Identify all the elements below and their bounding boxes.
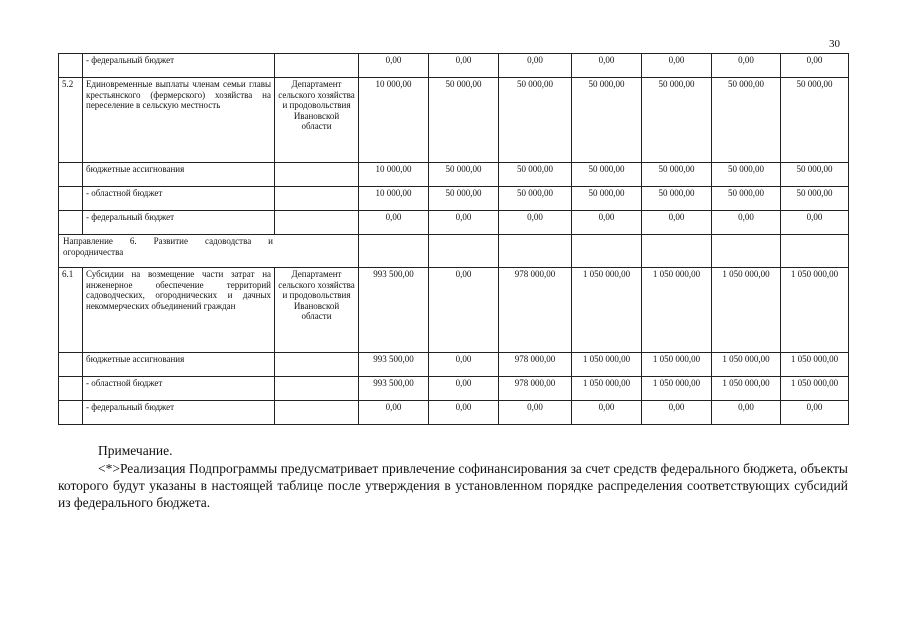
value-cell: 1 050 000,00	[781, 377, 849, 401]
row-label: - федеральный бюджет	[83, 54, 275, 78]
value-cell: 0,00	[572, 54, 642, 78]
value-cell: 1 050 000,00	[712, 377, 781, 401]
value-cell: 1 050 000,00	[781, 353, 849, 377]
executor-cell: Департамент сельского хозяйства и продовольствия Ивановской области	[275, 78, 359, 163]
value-cell: 0,00	[429, 268, 499, 353]
value-cell: 0,00	[781, 401, 849, 425]
note-title: Примечание.	[98, 443, 173, 458]
value-cell: 50 000,00	[572, 187, 642, 211]
row-label: бюджетные ассигнования	[83, 163, 275, 187]
value-cell: 0,00	[781, 54, 849, 78]
table-row	[59, 401, 849, 425]
value-cell	[781, 235, 849, 268]
value-cell: 993 500,00	[359, 353, 429, 377]
index-cell	[59, 163, 83, 187]
value-cell: 0,00	[781, 211, 849, 235]
executor-cell	[275, 163, 359, 187]
value-cell: 50 000,00	[499, 163, 572, 187]
value-cell: 1 050 000,00	[712, 353, 781, 377]
executor-cell: Департамент сельского хозяйства и продовольствия Ивановской области	[275, 268, 359, 353]
value-cell: 50 000,00	[781, 163, 849, 187]
executor-cell	[275, 353, 359, 377]
table-row	[59, 377, 849, 401]
value-cell: 1 050 000,00	[642, 268, 712, 353]
value-cell: 50 000,00	[429, 78, 499, 163]
value-cell: 50 000,00	[781, 78, 849, 163]
value-cell: 0,00	[359, 211, 429, 235]
value-cell: 0,00	[642, 211, 712, 235]
value-cell: 1 050 000,00	[572, 268, 642, 353]
value-cell: 0,00	[359, 401, 429, 425]
value-cell: 0,00	[642, 401, 712, 425]
value-cell: 50 000,00	[712, 187, 781, 211]
value-cell: 1 050 000,00	[572, 377, 642, 401]
value-cell: 0,00	[499, 54, 572, 78]
executor-cell	[275, 401, 359, 425]
index-cell	[59, 187, 83, 211]
table-row	[59, 54, 849, 78]
executor-cell	[275, 211, 359, 235]
value-cell	[712, 235, 781, 268]
value-cell: 50 000,00	[642, 187, 712, 211]
value-cell: 10 000,00	[359, 163, 429, 187]
value-cell	[642, 235, 712, 268]
value-cell: 0,00	[499, 211, 572, 235]
table-row	[59, 78, 849, 163]
value-cell: 1 050 000,00	[712, 268, 781, 353]
budget-table	[58, 53, 849, 425]
value-cell: 50 000,00	[499, 78, 572, 163]
value-cell: 0,00	[429, 353, 499, 377]
index-cell	[59, 401, 83, 425]
row-label: - федеральный бюджет	[83, 211, 275, 235]
value-cell: 10 000,00	[359, 187, 429, 211]
index-cell	[59, 54, 83, 78]
value-cell: 0,00	[572, 211, 642, 235]
index-cell	[59, 377, 83, 401]
item-name: Субсидии на возмещение части затрат на инженерное обеспечение территорий садоводческих, огороднических и дачных некоммерческих объединений граждан	[83, 268, 275, 353]
value-cell: 0,00	[712, 211, 781, 235]
value-cell: 0,00	[499, 401, 572, 425]
item-name: Единовременные выплаты членам семьи главы крестьянского (фермерского) хозяйства на переселение в сельскую местность	[83, 78, 275, 163]
value-cell: 993 500,00	[359, 268, 429, 353]
value-cell: 50 000,00	[572, 163, 642, 187]
table-row	[59, 211, 849, 235]
table-row	[59, 268, 849, 353]
index-cell: 6.1	[59, 268, 83, 353]
value-cell: 50 000,00	[642, 78, 712, 163]
value-cell: 1 050 000,00	[642, 353, 712, 377]
value-cell: 50 000,00	[642, 163, 712, 187]
direction-heading-text: Направление 6. Развитие садоводства и огородничества	[63, 236, 273, 257]
row-label: - областной бюджет	[83, 377, 275, 401]
value-cell: 0,00	[712, 54, 781, 78]
value-cell: 1 050 000,00	[642, 377, 712, 401]
table-row	[59, 163, 849, 187]
direction-heading	[59, 235, 359, 268]
executor-cell	[275, 377, 359, 401]
value-cell: 50 000,00	[712, 163, 781, 187]
value-cell: 1 050 000,00	[572, 353, 642, 377]
index-cell	[59, 353, 83, 377]
note-section	[58, 442, 848, 511]
value-cell: 978 000,00	[499, 377, 572, 401]
table-row	[59, 353, 849, 377]
value-cell: 50 000,00	[712, 78, 781, 163]
index-cell	[59, 211, 83, 235]
value-cell	[499, 235, 572, 268]
executor-cell	[275, 54, 359, 78]
value-cell: 50 000,00	[572, 78, 642, 163]
value-cell: 0,00	[712, 401, 781, 425]
value-cell: 50 000,00	[429, 187, 499, 211]
value-cell: 0,00	[429, 54, 499, 78]
value-cell: 0,00	[572, 401, 642, 425]
value-cell: 50 000,00	[499, 187, 572, 211]
value-cell: 50 000,00	[781, 187, 849, 211]
executor-cell	[275, 187, 359, 211]
value-cell: 0,00	[429, 401, 499, 425]
note-text: <*>Реализация Подпрограммы предусматривает привлечение софинансирования за счет средств федерального бюджета, объекты которого будут указаны в настоящей таблице после утверждения в установленном порядке распределения соответствующих субсидий из федерального бюджета.	[58, 461, 848, 510]
index-cell: 5.2	[59, 78, 83, 163]
value-cell	[359, 235, 429, 268]
value-cell: 0,00	[642, 54, 712, 78]
value-cell	[572, 235, 642, 268]
value-cell: 0,00	[359, 54, 429, 78]
value-cell: 0,00	[429, 211, 499, 235]
value-cell	[429, 235, 499, 268]
row-label: - областной бюджет	[83, 187, 275, 211]
table-row	[59, 187, 849, 211]
value-cell: 978 000,00	[499, 268, 572, 353]
row-label: бюджетные ассигнования	[83, 353, 275, 377]
page-number: 30	[829, 38, 840, 50]
value-cell: 993 500,00	[359, 377, 429, 401]
value-cell: 1 050 000,00	[781, 268, 849, 353]
value-cell: 0,00	[429, 377, 499, 401]
value-cell: 10 000,00	[359, 78, 429, 163]
value-cell: 978 000,00	[499, 353, 572, 377]
table-row	[59, 235, 849, 268]
row-label: - федеральный бюджет	[83, 401, 275, 425]
value-cell: 50 000,00	[429, 163, 499, 187]
